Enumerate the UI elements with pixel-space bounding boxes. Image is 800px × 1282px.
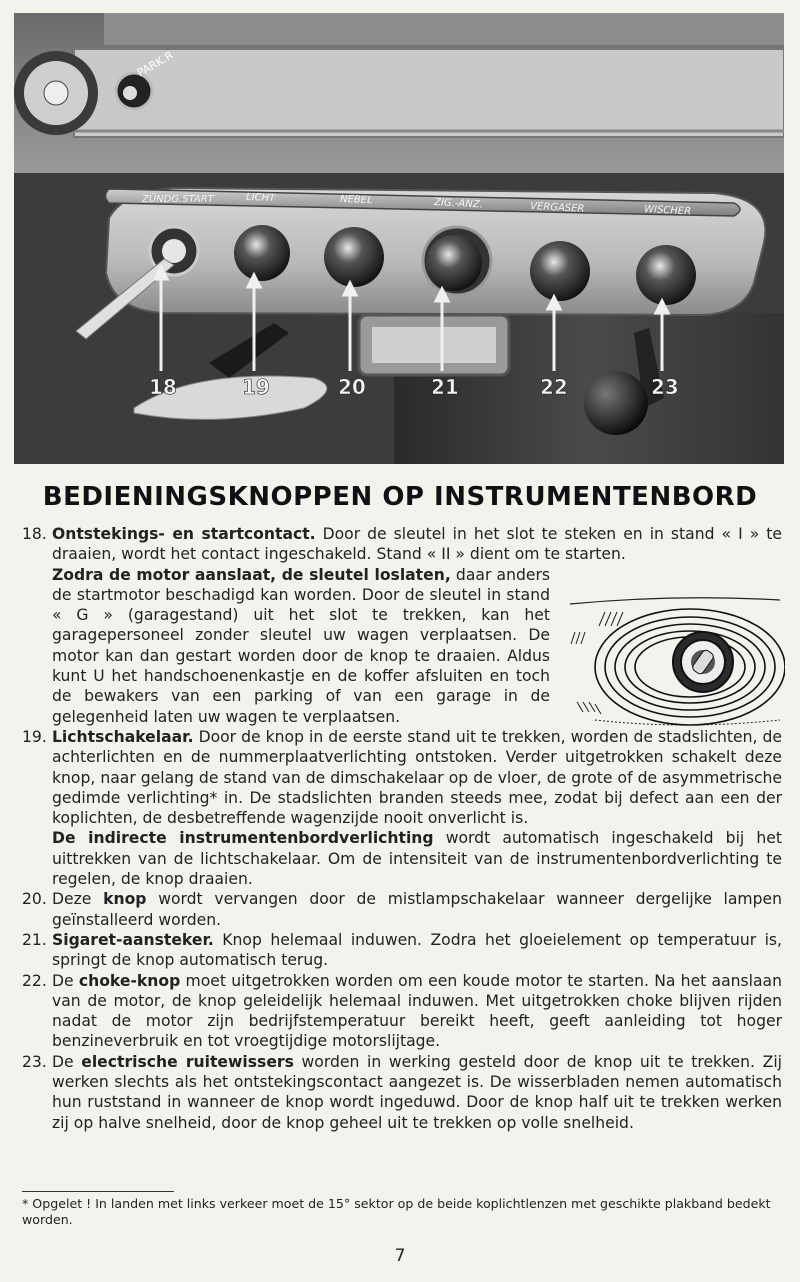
item-heading: Ontstekings- en startcontact. (52, 525, 316, 543)
callout-21: 21 (431, 375, 459, 399)
item-heading: electrische ruitewissers (81, 1052, 294, 1071)
list-item-22 (22, 971, 782, 1052)
item-emphasis: De indirecte instrumentenbordverlichting (52, 829, 434, 848)
item-number: 20. (22, 890, 47, 909)
item-text: daar anders de startmotor beschadigd kan worden. Door de sleutel in stand « G » (garagestand) uit het slot te trekken, kan het garagepersoneel zonder sleutel uw wagen verplaatsen. De motor kan dan gestart worden door de knop te draaien. Aldus kunt U het handschoenenkastje en de koffer afsluiten en toch de bewakers van een parking of van een garage in de gelegenheid laten uw wagen te verplaatsen. (52, 565, 550, 726)
label-vergaser: VERGASER (529, 201, 585, 215)
knob-23 (636, 245, 696, 305)
item-text: Knop helemaal induwen. Zodra het gloeielement op temperatuur is, springt de knop automatisch terug. (52, 930, 782, 970)
item-text: Door de sleutel in het slot te steken en in stand « I » te draaien, wordt het contact ingeschakeld. Stand « II » dient om te starten. (52, 525, 782, 564)
label-licht: LICHT (245, 192, 276, 205)
item-heading: Lichtschakelaar. (52, 727, 194, 746)
page-number: 7 (394, 1246, 406, 1266)
knob-22 (530, 241, 590, 301)
item-text: De (52, 971, 79, 990)
instructions-list (22, 524, 782, 1133)
callout-19: 19 (242, 375, 270, 399)
dashboard-photo (14, 13, 784, 464)
item-number: 23. (22, 1052, 47, 1071)
footnote-divider (22, 1191, 174, 1192)
knob-19 (234, 225, 290, 281)
item-text: moet uitgetrokken worden om een koude motor te starten. Na het aanslaan van de motor, de knop geleidelijk helemaal induwen. Met uitgetrokken choke blijven rijden nadat de motor zijn bedrijfstemperatuur bereikt heeft, geeft aanleiding tot hoger benzineverbruik en tot vroegtijdige motorslijtage. (52, 971, 782, 1051)
item-heading: Sigaret-aansteker. (52, 930, 214, 949)
item-heading: knop (103, 890, 147, 909)
item-number: 19. (22, 727, 47, 746)
item-number: 18. (22, 525, 47, 543)
footnote: * Opgelet ! In landen met links verkeer moet de 15° sektor op de beide koplichtlenzen met geschikte plakband bedekt worden. (22, 1196, 771, 1227)
list-item-18 (22, 524, 782, 727)
list-item-21 (22, 930, 782, 971)
callout-18: 18 (149, 375, 177, 399)
page-title: BEDIENINGSKNOPPEN OP INSTRUMENTENBORD (42, 482, 758, 512)
item-emphasis: Zodra de motor aanslaat, de sleutel loslaten, (52, 565, 451, 584)
item-18-continuation (52, 565, 550, 727)
list-item-19 (22, 727, 782, 889)
label-zuendg-start: ZÜNDG.START (142, 194, 214, 205)
item-text: De (52, 1052, 82, 1071)
knob-21 (426, 235, 482, 291)
gear-knob (584, 371, 648, 435)
item-text: worden in werking gesteld door de knop uit te trekken. Zij werken slechts als het ontstekingscontact aangezet is. De wisserbladen nemen automatisch hun ruststand in wanneer de knop wordt ingeduwd. Door de knop half uit te trekken werken zij op halve snelheid, door de knop geheel uit te trekken op volle snelheid. (52, 1052, 782, 1132)
label-nebel: NEBEL (339, 194, 373, 207)
callout-23: 23 (651, 375, 679, 399)
item-text: Door de knop in de eerste stand uit te trekken, worden de stadslichten, de achterlichten en de nummerplaatverlichting ontstoken. Verder uitgetrokken schakelt deze knop, naar gelang de stand van de dimschakelaar op de vloer, de grote of de asymmetrische gedimde verlichting* in. De stadslichten branden steeds mee, zodat bij defect aan een der koplichten, de desbetreffende wagenzijde nooit onverlicht is. (52, 727, 782, 828)
item-number: 22. (22, 971, 47, 990)
callout-22: 22 (540, 375, 568, 399)
item-number: 21. (22, 930, 47, 949)
item-text: wordt vervangen door de mistlampschakelaar wanneer dergelijke lampen geïnstalleerd worden. (52, 890, 782, 929)
park-label: PARK.R (135, 48, 176, 80)
item-heading: choke-knop (78, 971, 181, 990)
label-zig-anz: ZIG.-ANZ. (433, 197, 484, 211)
callout-20: 20 (338, 375, 366, 399)
knob-20 (324, 227, 384, 287)
list-item-23 (22, 1052, 782, 1133)
item-text: wordt automatisch ingeschakeld bij het uittrekken van de lichtschakelaar. Om de intensiteit van de instrumentenbordverlichting te regelen, de knop draaien. (52, 829, 782, 889)
list-item-20 (22, 889, 782, 930)
item-text: Deze (52, 890, 104, 909)
label-wischer: WISCHER (643, 204, 692, 218)
